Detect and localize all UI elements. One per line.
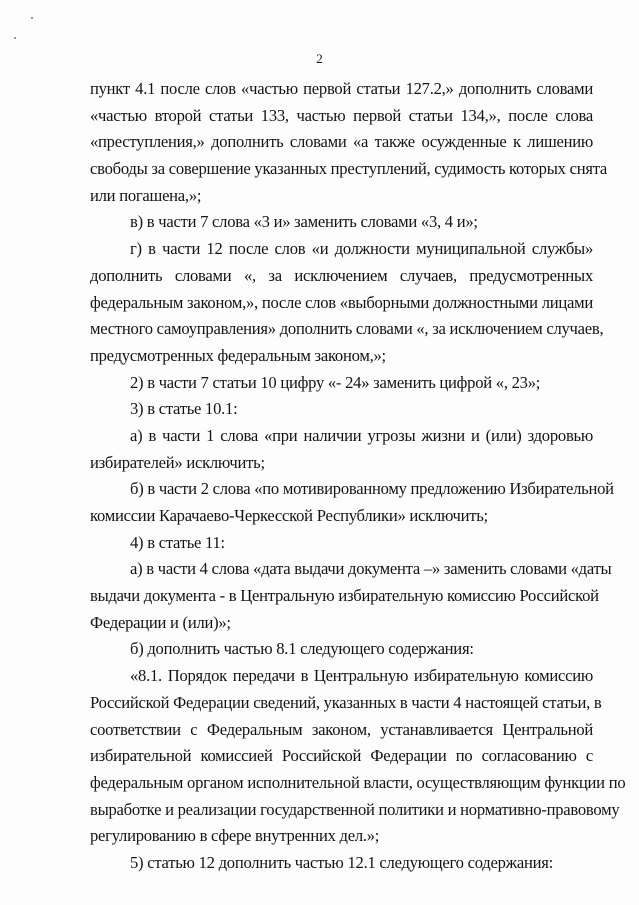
paragraph-line: а) в части 4 слова «дата выдачи документа –» заменить словами «даты: [130, 559, 612, 579]
paragraph-line: 2) в части 7 статьи 10 цифру «- 24» заменить цифрой «, 23»;: [130, 372, 541, 392]
paragraph-line: «8.1. Порядок передачи в Центральную избирательную комиссию: [130, 666, 593, 686]
paragraph-line: федеральным органом исполнительной власти, осуществляющим функции по: [90, 772, 626, 792]
scan-speck: [14, 37, 16, 39]
paragraph-line: выдачи документа - в Центральную избирательную комиссию Российской: [90, 586, 599, 606]
paragraph-line: в) в части 7 слова «3 и» заменить словами «3, 4 и»;: [130, 212, 478, 232]
paragraph-line: комиссии Карачаево-Черкесской Республики» исключить;: [90, 506, 488, 525]
paragraph-line: свободы за совершение указанных преступлений, судимость которых снята: [90, 159, 608, 179]
paragraph-line: предусмотренных федеральным законом,»;: [90, 345, 386, 365]
paragraph-line: или погашена,»;: [90, 185, 202, 205]
paragraph-line: федеральным законом,», после слов «выборными должностными лицами: [90, 292, 593, 312]
paragraph-line: соответствии с Федеральным законом, устанавливается Центральной: [90, 719, 593, 739]
paragraph-line: избирательной комиссией Российской Федерации по согласованию с: [90, 746, 593, 766]
document-body: [90, 76, 626, 877]
paragraph-line: б) дополнить частью 8.1 следующего содержания:: [130, 639, 474, 659]
paragraph-line: Федерации и (или)»;: [90, 612, 231, 632]
paragraph-line: Российской Федерации сведений, указанных в части 4 настоящей статьи, в: [90, 692, 602, 712]
paragraph-line: выработке и реализации государственной политики и нормативно-правовому: [90, 799, 620, 819]
paragraph-line: «частью второй статьи 133, частью первой статьи 134,», после слова: [90, 105, 593, 125]
paragraph-line: 3) в статье 10.1:: [130, 399, 238, 419]
page-number: 2: [316, 51, 323, 66]
paragraph-line: местного самоуправления» дополнить словами «, за исключением случаев,: [90, 319, 604, 339]
paragraph-line: дополнить словами «, за исключением случаев, предусмотренных: [90, 265, 593, 285]
paragraph-line: б) в части 2 слова «по мотивированному предложению Избирательной: [130, 479, 614, 499]
paragraph-line: избирателей» исключить;: [90, 452, 265, 472]
scan-speck: [31, 17, 33, 19]
paragraph-line: регулированию в сфере внутренних дел.»;: [90, 826, 380, 846]
paragraph-line: 4) в статье 11:: [130, 532, 225, 552]
paragraph-line: а) в части 1 слова «при наличии угрозы жизни и (или) здоровью: [130, 425, 593, 445]
paragraph-line: пункт 4.1 после слов «частью первой статьи 127.2,» дополнить словами: [90, 79, 593, 98]
paragraph-line: «преступления,» дополнить словами «а также осужденные к лишению: [90, 132, 593, 152]
paragraph-line: г) в части 12 после слов «и должности муниципальной службы»: [130, 239, 593, 259]
paragraph-line: 5) статью 12 дополнить частью 12.1 следующего содержания:: [130, 852, 553, 872]
